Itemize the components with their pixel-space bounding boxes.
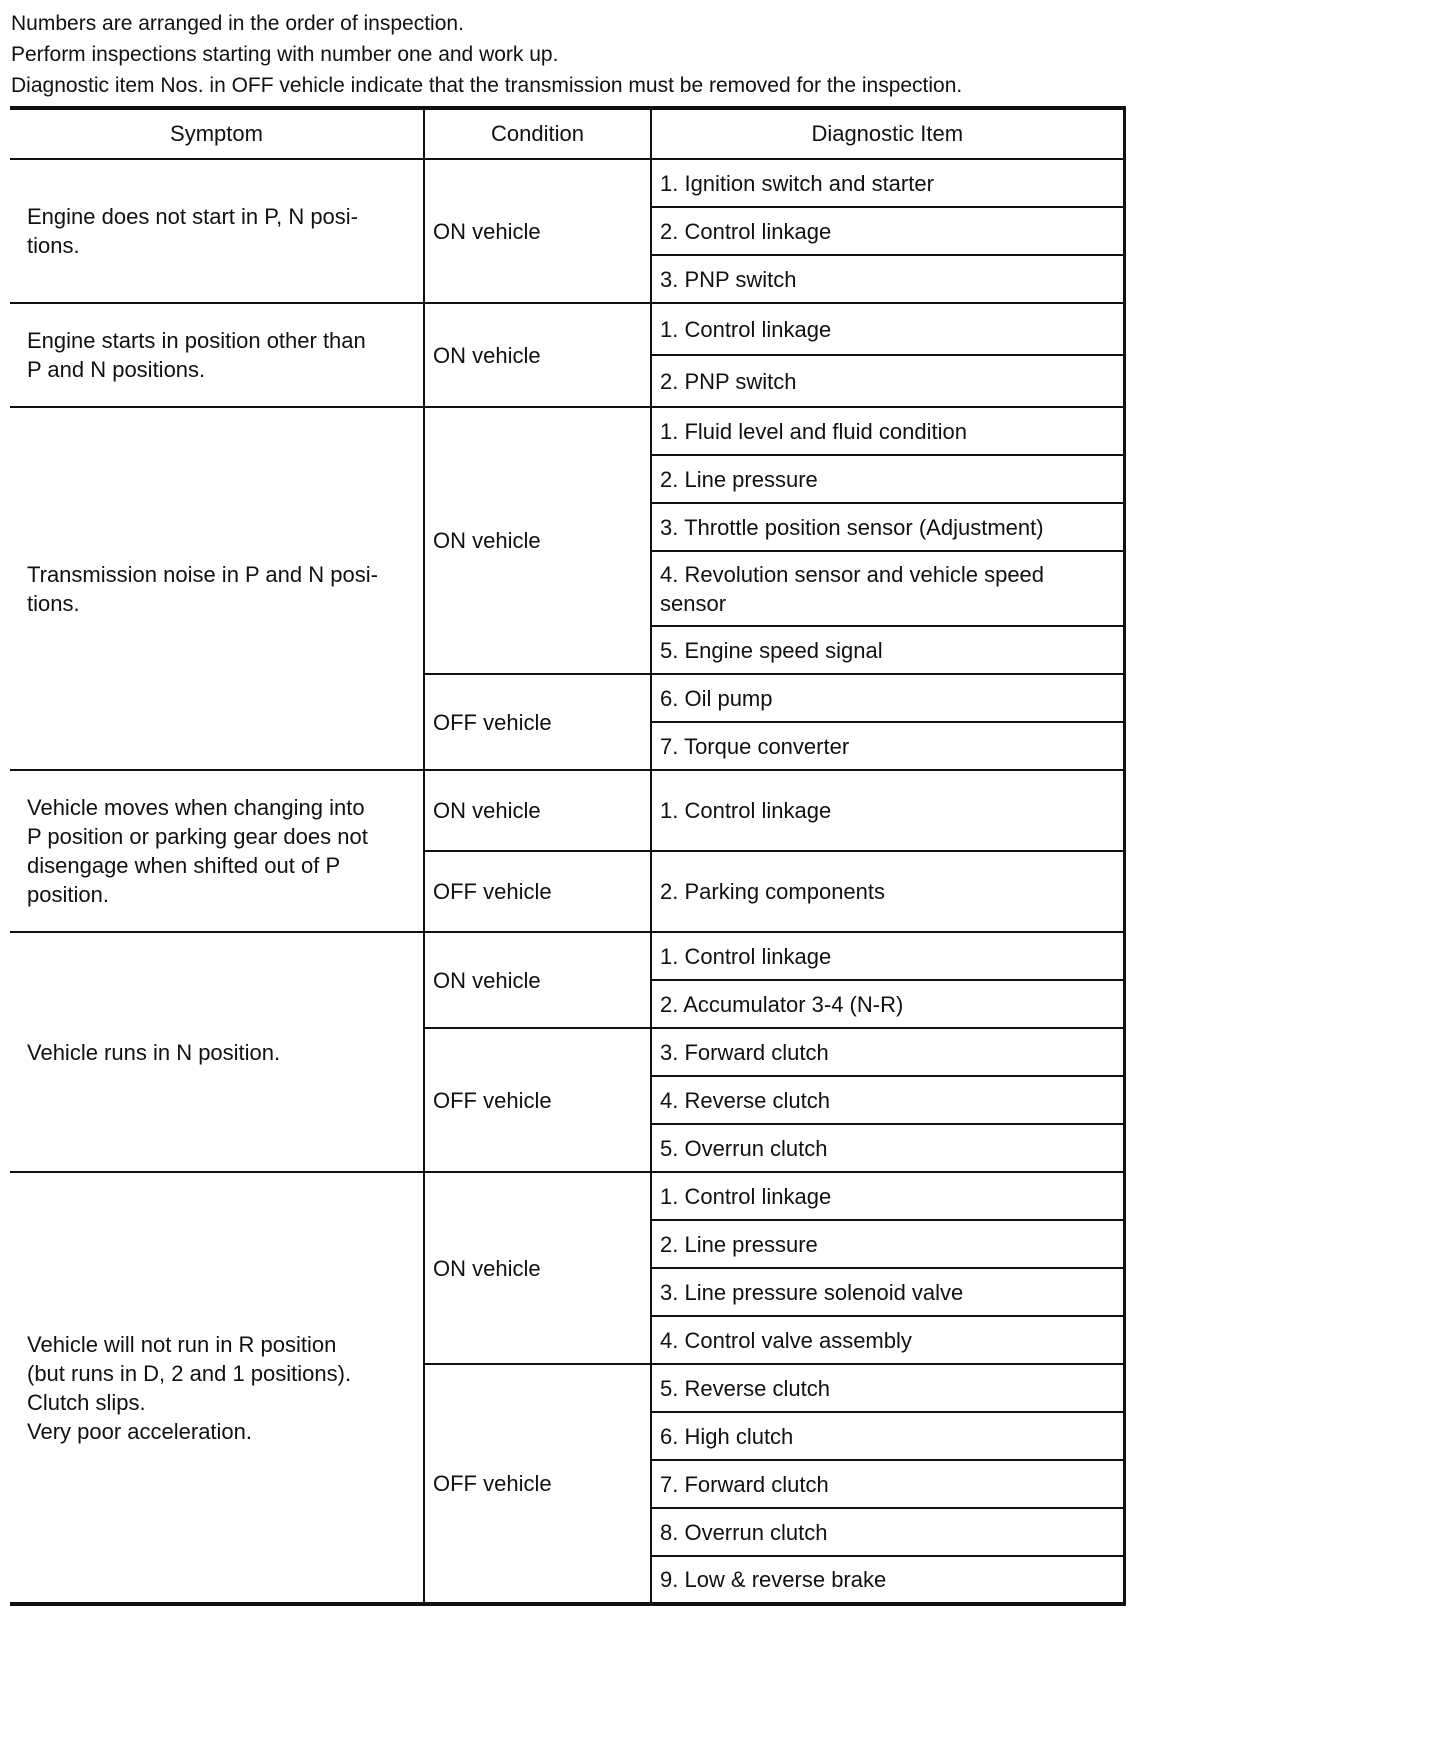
symptom-cell: Vehicle runs in N position. (10, 932, 424, 1172)
condition-cell: OFF vehicle (424, 1028, 651, 1172)
diagnostic-item-cell: 1. Control linkage (651, 932, 1124, 980)
diagnostic-item-cell: 8. Overrun clutch (651, 1508, 1124, 1556)
diagnostic-item-cell: 6. High clutch (651, 1412, 1124, 1460)
diagnostic-item-cell: 1. Ignition switch and starter (651, 159, 1124, 207)
diagnostic-item-cell: 5. Engine speed signal (651, 626, 1124, 674)
diagnostic-item-cell: 5. Overrun clutch (651, 1124, 1124, 1172)
intro-line: Numbers are arranged in the order of inspection. (11, 12, 464, 35)
symptom-cell: Vehicle moves when changing into P position or parking gear does not disengage when shifted out of P position. (10, 770, 424, 932)
diagnostic-item-cell: 3. Throttle position sensor (Adjustment) (651, 503, 1124, 551)
diagnostic-item-cell: 2. Line pressure (651, 1220, 1124, 1268)
diagnostic-item-cell: 2. PNP switch (651, 355, 1124, 407)
condition-cell: OFF vehicle (424, 674, 651, 770)
diagnostic-item-cell: 4. Reverse clutch (651, 1076, 1124, 1124)
intro-line: Diagnostic item Nos. in OFF vehicle indicate that the transmission must be removed for the inspection. (11, 74, 963, 97)
condition-cell: OFF vehicle (424, 851, 651, 932)
diagnostic-item-cell: 3. PNP switch (651, 255, 1124, 303)
diagnostic-item-cell: 2. Parking components (651, 851, 1124, 932)
condition-cell: ON vehicle (424, 303, 651, 407)
header-diagnostic-item: Diagnostic Item (651, 108, 1124, 159)
symptom-cell: Engine starts in position other than P and N positions. (10, 303, 424, 407)
header-symptom: Symptom (10, 108, 424, 159)
diagnostic-item-cell: 4. Revolution sensor and vehicle speed sensor (651, 551, 1124, 626)
diagnostic-item-cell: 7. Torque converter (651, 722, 1124, 770)
diagnostic-item-cell: 2. Line pressure (651, 455, 1124, 503)
symptom-cell: Transmission noise in P and N posi- tions. (10, 407, 424, 770)
diagnostic-item-cell: 7. Forward clutch (651, 1460, 1124, 1508)
condition-cell: ON vehicle (424, 770, 651, 851)
diagnostic-item-cell: 3. Line pressure solenoid valve (651, 1268, 1124, 1316)
diagnostic-item-cell: 1. Control linkage (651, 1172, 1124, 1220)
symptom-cell: Vehicle will not run in R position (but runs in D, 2 and 1 positions). Clutch slips. Very poor acceleration. (10, 1172, 424, 1604)
condition-cell: ON vehicle (424, 407, 651, 674)
condition-cell: ON vehicle (424, 159, 651, 303)
diagnostic-item-cell: 1. Control linkage (651, 303, 1124, 355)
diagnostic-item-cell: 2. Accumulator 3-4 (N-R) (651, 980, 1124, 1028)
diagnostic-item-cell: 5. Reverse clutch (651, 1364, 1124, 1412)
condition-cell: OFF vehicle (424, 1364, 651, 1604)
intro-notes (11, 8, 962, 101)
diagnostic-item-cell: 1. Fluid level and fluid condition (651, 407, 1124, 455)
diagnostic-item-cell: 4. Control valve assembly (651, 1316, 1124, 1364)
diagnostic-item-cell: 1. Control linkage (651, 770, 1124, 851)
diagnostic-item-cell: 3. Forward clutch (651, 1028, 1124, 1076)
intro-line: Perform inspections starting with number one and work up. (11, 43, 559, 66)
diagnostic-item-cell: 2. Control linkage (651, 207, 1124, 255)
diagnostic-item-cell: 9. Low & reverse brake (651, 1556, 1124, 1604)
diagnostic-item-cell: 6. Oil pump (651, 674, 1124, 722)
condition-cell: ON vehicle (424, 1172, 651, 1364)
diagnostic-table (10, 106, 1126, 1606)
header-condition: Condition (424, 108, 651, 159)
symptom-cell: Engine does not start in P, N posi- tions. (10, 159, 424, 303)
condition-cell: ON vehicle (424, 932, 651, 1028)
